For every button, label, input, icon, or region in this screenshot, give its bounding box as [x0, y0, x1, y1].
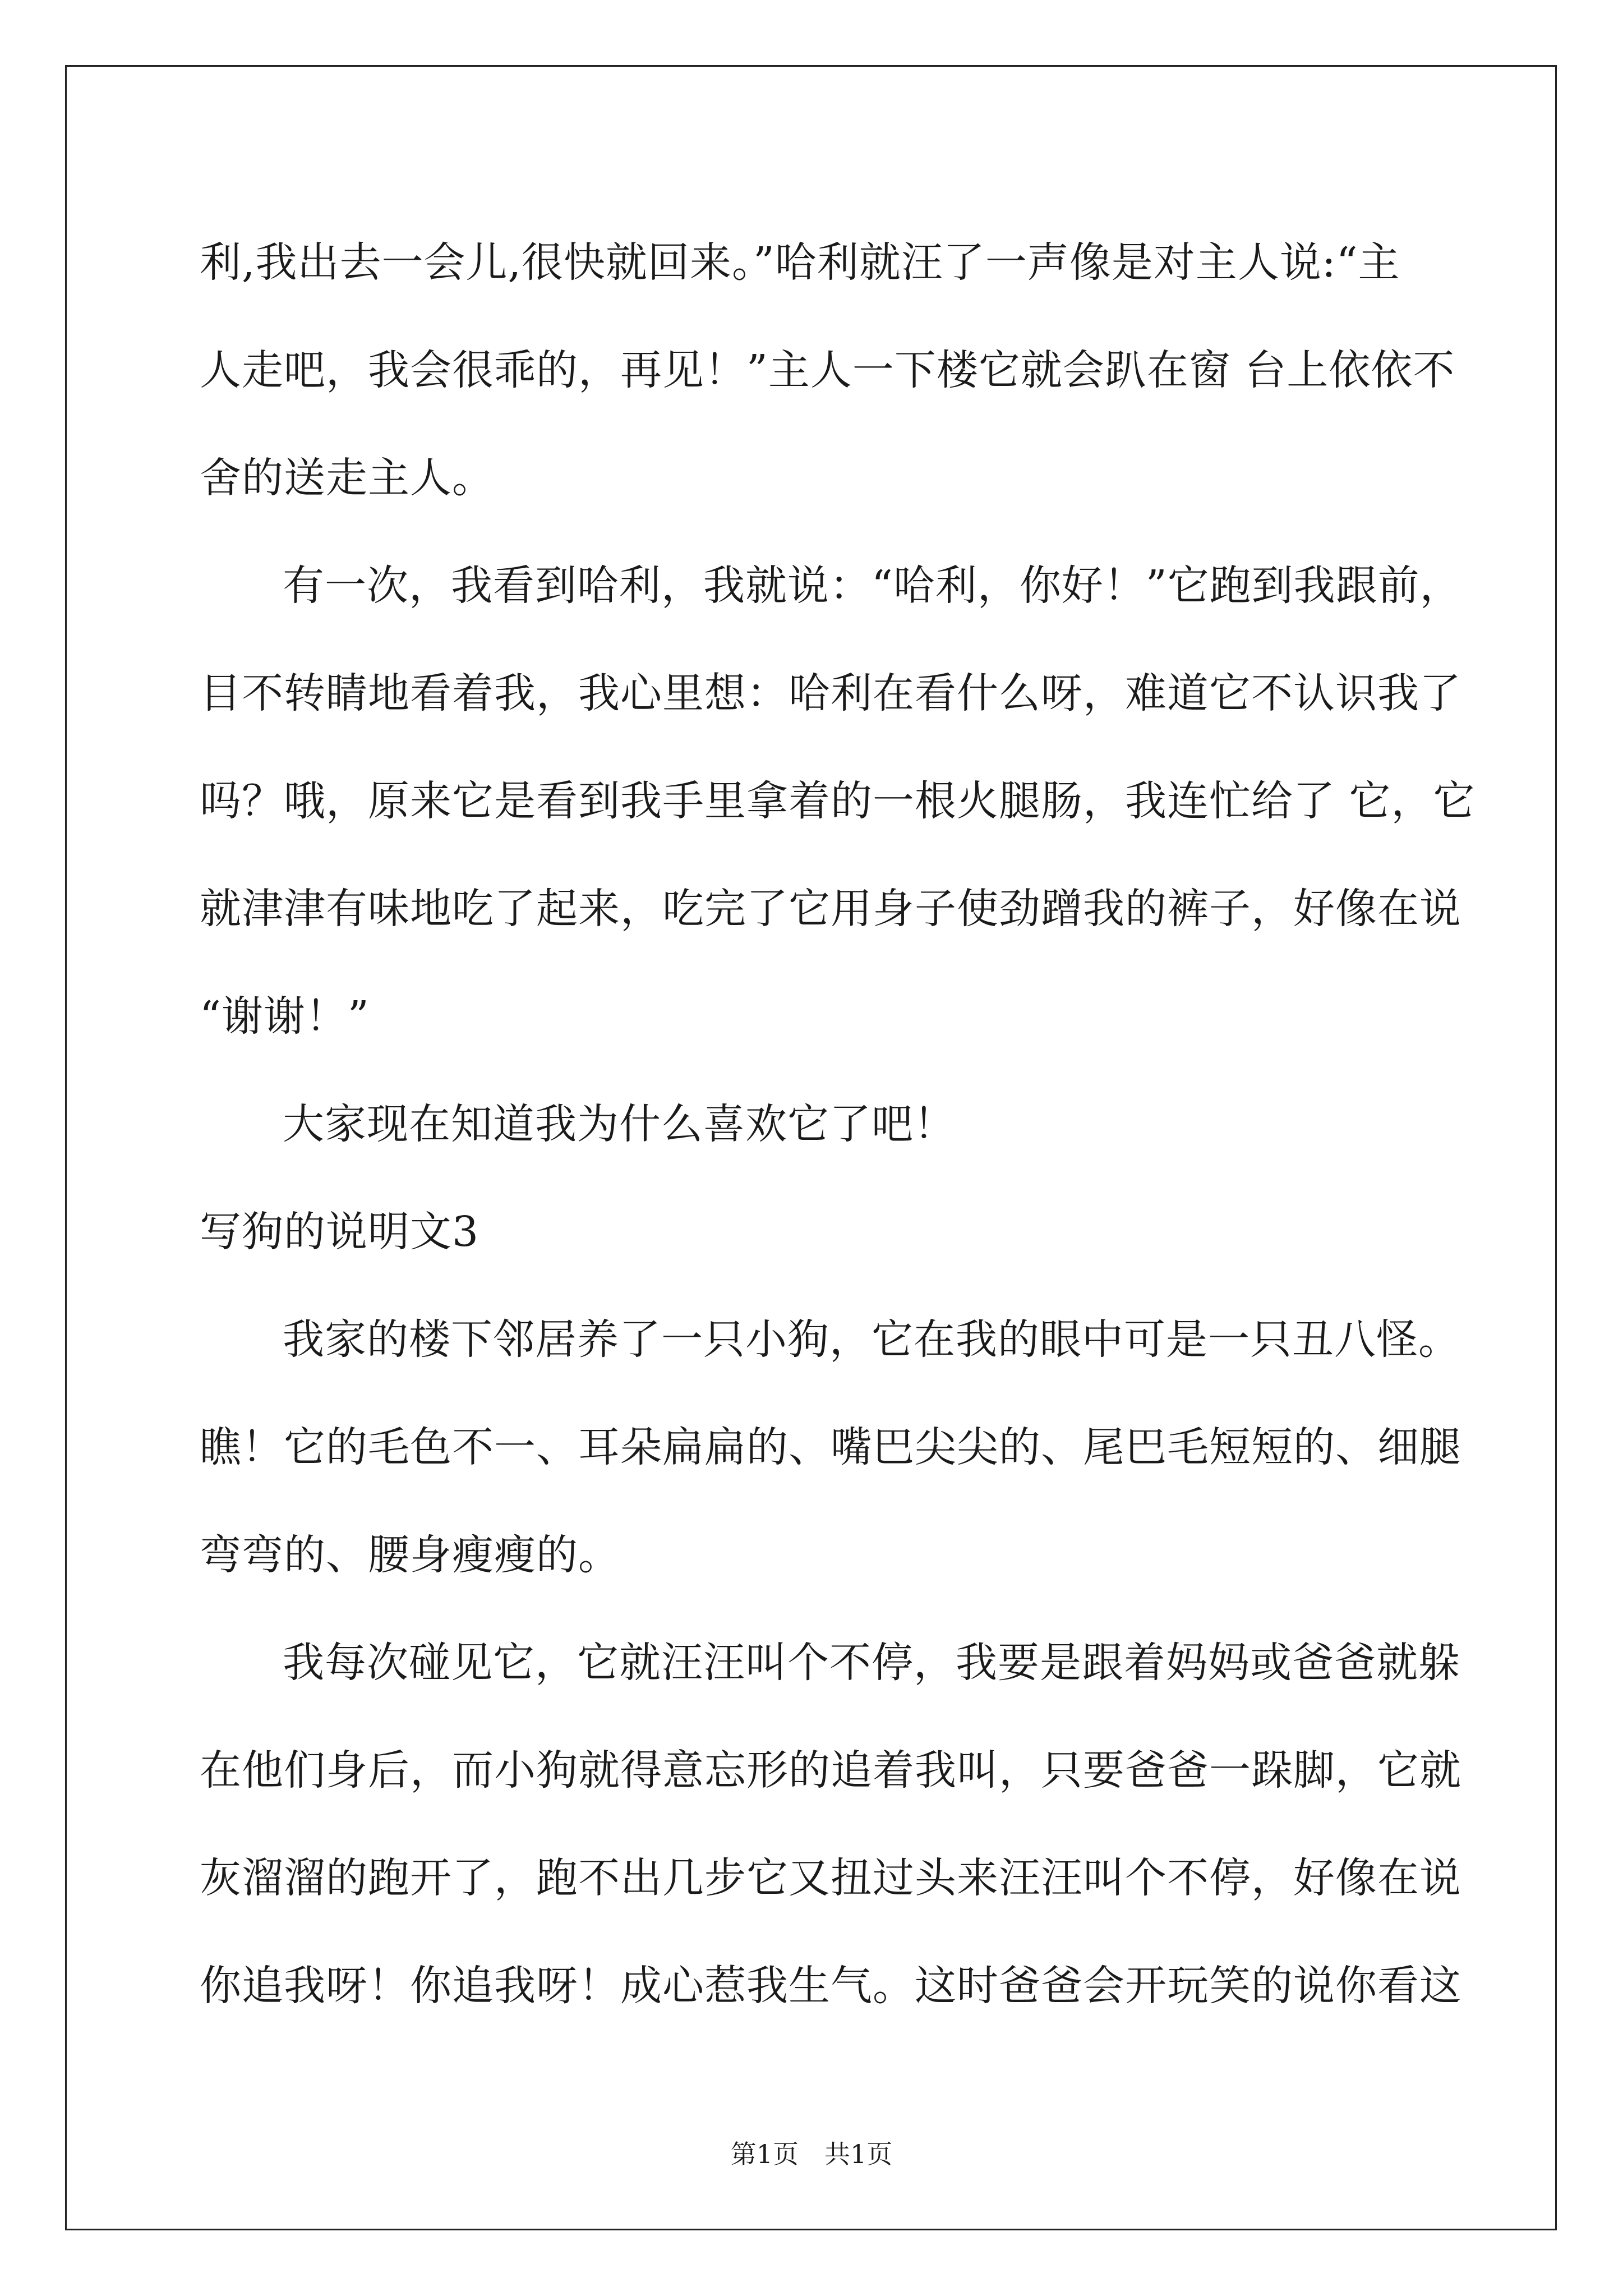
text-line: “谢谢！”: [200, 992, 370, 1041]
text-line: 瞧！它的毛色不一、耳朵扁扁的、嘴巴尖尖的、尾巴毛短短的、细腿: [200, 1423, 1461, 1471]
paragraph-start-line: 我家的楼下邻居养了一只小狗，它在我的眼中可是一只丑八怪。: [283, 1315, 1460, 1364]
text-line: 在他们身后，而小狗就得意忘形的追着我叫，只要爸爸一跺脚，它就: [200, 1746, 1461, 1795]
paragraph-start-line: 有一次，我看到哈利，我就说：“哈利，你好！”它跑到我跟前，: [283, 562, 1462, 610]
text-line: 吗？哦，原来它是看到我手里拿着的一根火腿肠，我连忙给了 它，它: [200, 777, 1476, 825]
text-line: 你追我呀！你追我呀！成心惹我生气。这时爸爸会开玩笑的说你看这: [200, 1962, 1461, 2010]
text-line: 弯弯的、腰身瘦瘦的。: [200, 1531, 620, 1579]
text-line: 灰溜溜的跑开了，跑不出几步它又扭过头来汪汪叫个不停，好像在说: [200, 1854, 1461, 1902]
paragraph-start-line: 大家现在知道我为什么喜欢它了吧！: [283, 1100, 956, 1148]
text-line: 利,我出去一会儿,很快就回来。”哈利就汪了一声像是对主人说:“主: [200, 238, 1400, 287]
section-heading: 写狗的说明文3: [200, 1208, 479, 1256]
text-line: 人走吧，我会很乖的，再见！”主人一下楼它就会趴在窗 台上依依不: [200, 346, 1455, 394]
text-line: 就津津有味地吃了起来，吃完了它用身子使劲蹭我的裤子，好像在说: [200, 885, 1461, 933]
document-body: [200, 209, 1476, 2040]
text-line: 舍的送走主人。: [200, 454, 494, 502]
paragraph-start-line: 我每次碰见它，它就汪汪叫个不停，我要是跟着妈妈或爸爸就躲: [283, 1639, 1460, 1687]
text-line: 目不转睛地看着我，我心里想：哈利在看什么呀，难道它不认识我了: [200, 669, 1461, 717]
page-number-footer: 第1页 共1页: [730, 2139, 893, 2169]
